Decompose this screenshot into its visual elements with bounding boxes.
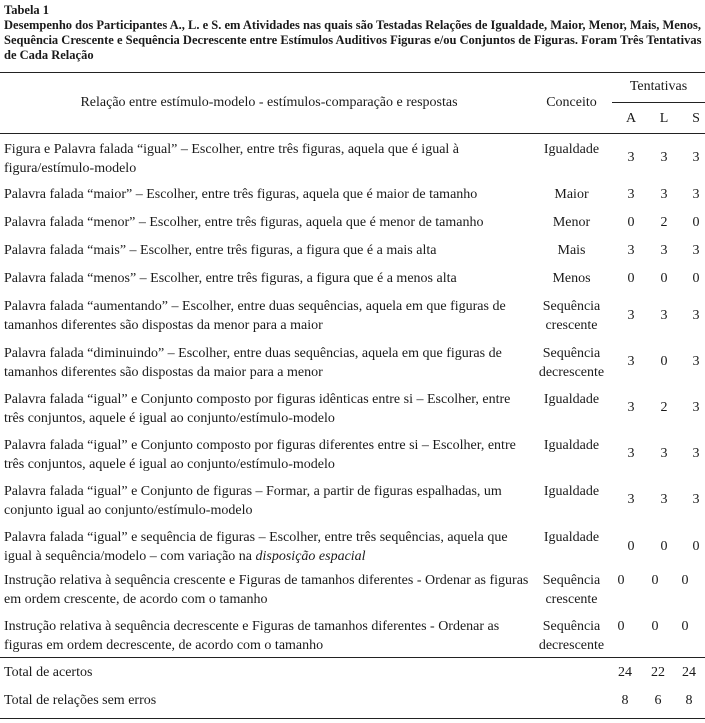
row-score-a: 3: [627, 446, 635, 461]
row-description: Instrução relativa à sequência crescente e Figuras de tamanhos diferentes - Ordenar as figuras em ordem crescente, de acordo com o tamanho: [4, 573, 529, 607]
row-concept: Igualdade: [543, 484, 600, 499]
row-score-l: 3: [660, 243, 668, 258]
row-description: Palavra falada “diminuindo” – Escolher, entre duas sequências, aquela em que figuras de tamanhos diferentes são dispostas da maior para a menor: [4, 346, 502, 380]
row-score-l: 0: [651, 619, 659, 634]
row-description: Palavra falada “igual” e Conjunto composto por figuras diferentes entre si – Escolher, entre três conjuntos, aquele é igual ao conjunto/estímulo-modelo: [4, 438, 516, 472]
total-label: Total de acertos: [4, 665, 93, 680]
row-description: Palavra falada “menor” – Escolher, entre três figuras, aquela que é menor de tamanho: [4, 215, 484, 230]
row-description: Palavra falada “mais” – Escolher, entre três figuras, a figura que é a mais alta: [4, 243, 437, 258]
totals-rule: [0, 657, 705, 658]
row-score-s: 0: [692, 271, 700, 286]
row-concept: Igualdade: [543, 530, 600, 545]
row-concept: Mais: [557, 243, 586, 258]
row-score-l: 0: [660, 354, 668, 369]
row-score-a: 3: [627, 354, 635, 369]
row-concept: Igualdade: [543, 438, 600, 453]
row-score-a: 0: [627, 271, 635, 286]
row-score-l: 2: [660, 215, 668, 230]
row-description: Instrução relativa à sequência decrescente e Figuras de tamanhos diferentes - Ordenar as figuras em ordem decrescente, de acordo com o tamanho: [4, 619, 500, 653]
row-score-s: 3: [692, 308, 700, 323]
row-concept: Igualdade: [543, 142, 600, 157]
row-concept: Igualdade: [543, 392, 600, 407]
row-concept: Sequência crescente: [542, 299, 601, 333]
row-description: Palavra falada “maior” – Escolher, entre três figuras, aquela que é maior de tamanho: [4, 187, 478, 202]
row-score-l: 3: [660, 492, 668, 507]
total-score-s: 24: [682, 665, 696, 680]
row-score-s: 3: [692, 150, 700, 165]
row-score-l: 0: [660, 271, 668, 286]
table-label: Tabela 1: [4, 3, 50, 17]
total-score-a: 8: [621, 693, 629, 708]
row-score-a: 0: [627, 539, 635, 554]
row-score-s: 3: [692, 187, 700, 202]
row-score-a: 3: [627, 243, 635, 258]
row-score-a: 0: [617, 573, 625, 588]
header-attempts: Tentativas: [629, 79, 688, 94]
row-score-a: 3: [627, 492, 635, 507]
row-description-text: Palavra falada “igual” e sequência de figuras – Escolher, entre três sequências, aquela que igual à sequência/modelo – com variação na: [4, 530, 508, 564]
row-description: Palavra falada “menos” – Escolher, entre três figuras, a figura que é a menos alta: [4, 271, 457, 286]
row-score-a: 3: [627, 400, 635, 415]
row-description-emphasis: disposição espacial: [255, 549, 366, 564]
row-concept: Sequência decrescente: [538, 619, 605, 653]
row-score-s: 0: [681, 573, 689, 588]
header-participant-a: A: [625, 111, 637, 126]
row-concept: Menos: [552, 271, 591, 286]
total-label: Total de relações sem erros: [4, 693, 157, 708]
header-participant-s: S: [692, 111, 700, 126]
row-score-s: 3: [692, 243, 700, 258]
row-score-l: 3: [660, 187, 668, 202]
header-relation: Relação entre estímulo-modelo - estímulos-comparação e respostas: [80, 95, 458, 110]
row-description: Palavra falada “igual” e Conjunto composto por figuras idênticas entre si – Escolher, entre três conjuntos, aquele é igual ao conjunto/estímulo-modelo: [4, 392, 511, 426]
row-description: Figura e Palavra falada “igual” – Escolher, entre três figuras, aquela que é igual à figura/estímulo-modelo: [4, 142, 460, 176]
row-description: Palavra falada “igual” e Conjunto de figuras – Formar, a partir de figuras espalhadas, um conjunto igual ao conjunto/estímulo-modelo: [4, 484, 502, 518]
table-caption: [4, 3, 702, 63]
total-score-s: 8: [685, 693, 693, 708]
row-description: Palavra falada “aumentando” – Escolher, entre duas sequências, aquela em que figuras de tamanhos diferentes são dispostas da menor para a maior: [4, 299, 506, 333]
row-description: [4, 528, 534, 566]
row-score-l: 3: [660, 150, 668, 165]
row-score-s: 3: [692, 446, 700, 461]
row-score-s: 0: [692, 215, 700, 230]
row-score-s: 3: [692, 354, 700, 369]
table-title: Desempenho dos Participantes A., L. e S. em Atividades nas quais são Testadas Relações de Igualdade, Maior, Menor, Mais, Menos, Sequência Crescente e Sequência Decrescente entre Estímulos Auditivos Figuras e/ou Conjuntos de Figuras. Foram Três Tentativas de Cada Relação: [4, 18, 702, 62]
total-score-a: 24: [618, 665, 632, 680]
row-score-s: 0: [692, 539, 700, 554]
row-concept: Sequência crescente: [542, 573, 601, 607]
row-concept: Menor: [552, 215, 591, 230]
row-score-s: 0: [681, 619, 689, 634]
row-score-l: 2: [660, 400, 668, 415]
row-score-a: 3: [627, 308, 635, 323]
row-score-a: 0: [627, 215, 635, 230]
row-concept: Sequência decrescente: [538, 346, 605, 380]
row-score-l: 0: [651, 573, 659, 588]
attempts-rule: [612, 102, 705, 103]
row-score-l: 3: [660, 308, 668, 323]
row-score-s: 3: [692, 492, 700, 507]
row-score-a: 3: [627, 187, 635, 202]
row-score-a: 3: [627, 150, 635, 165]
top-rule: [0, 72, 705, 73]
header-rule: [0, 133, 705, 134]
header-concept: Conceito: [546, 95, 597, 110]
row-score-a: 0: [617, 619, 625, 634]
row-score-l: 3: [660, 446, 668, 461]
total-score-l: 22: [651, 665, 665, 680]
row-score-s: 3: [692, 400, 700, 415]
total-score-l: 6: [654, 693, 662, 708]
row-score-l: 0: [660, 539, 668, 554]
header-participant-l: L: [659, 111, 669, 126]
bottom-rule: [0, 718, 705, 719]
row-concept: Maior: [554, 187, 589, 202]
